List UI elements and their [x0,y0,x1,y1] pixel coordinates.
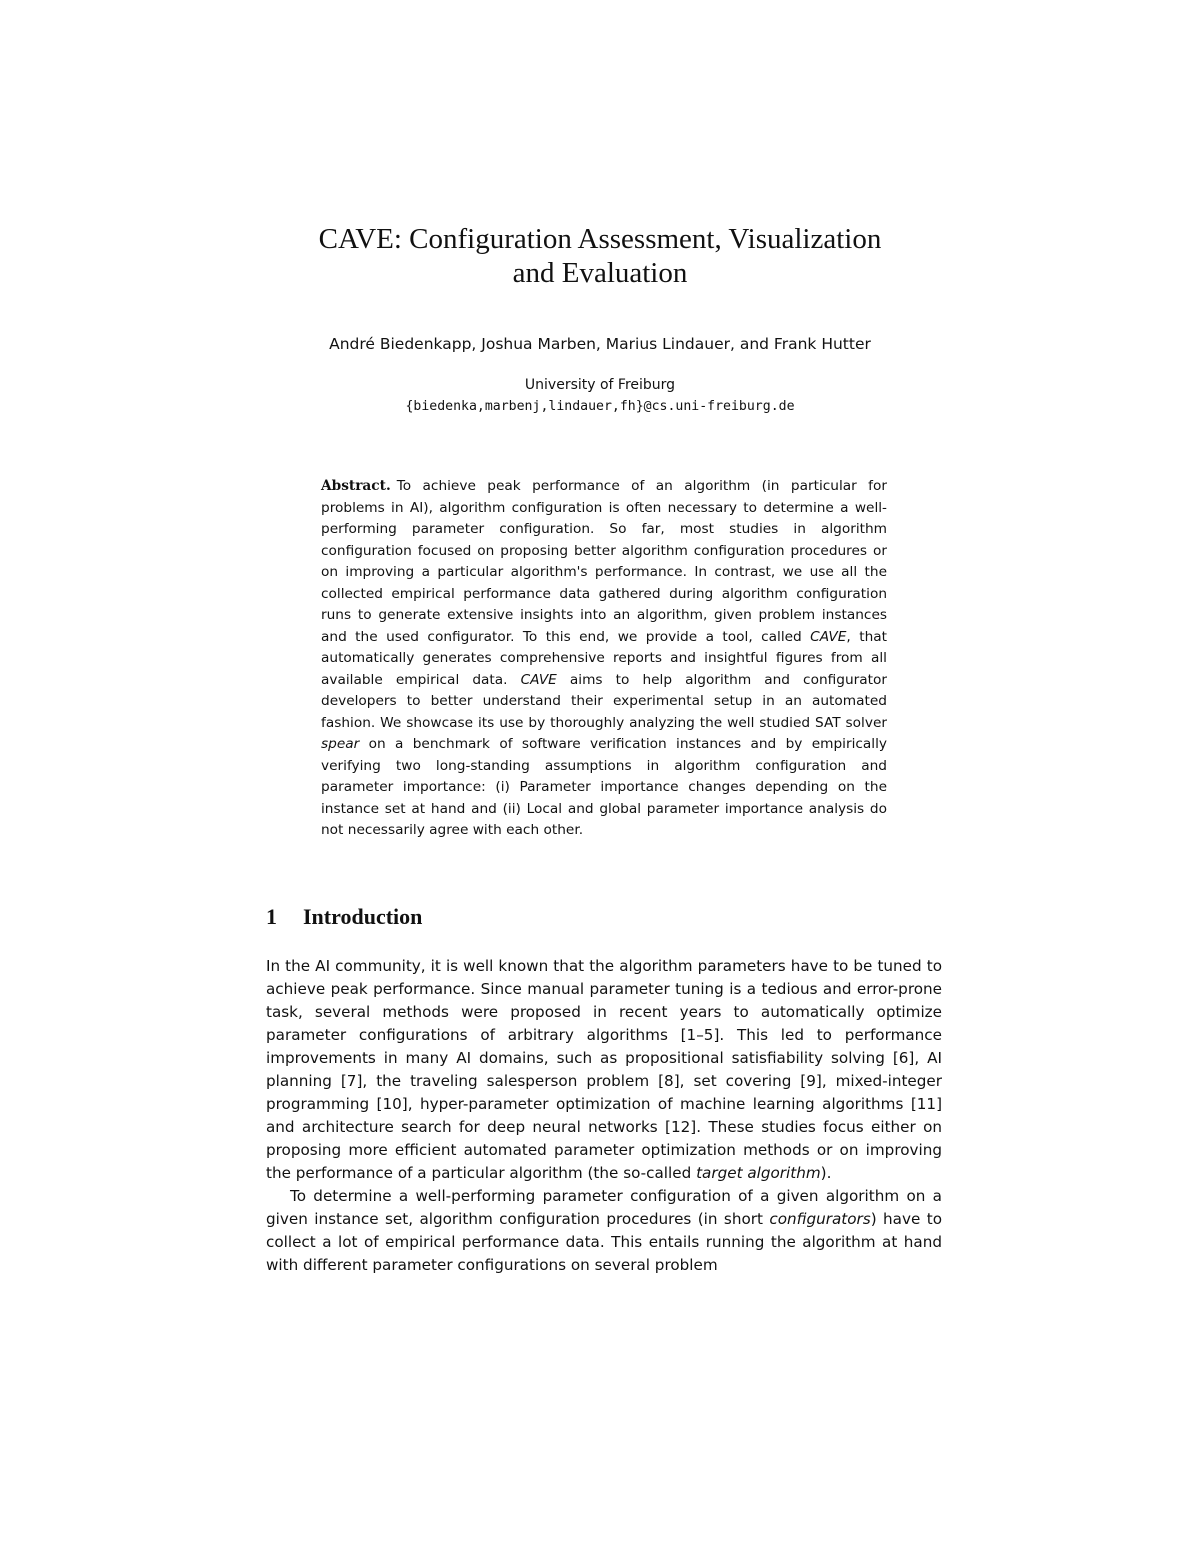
section-heading-introduction [266,903,422,931]
abstract-tool-name-1: CAVE [810,628,847,645]
abstract-tool-name-2: CAVE [520,671,557,688]
intro-paragraph-2 [266,1185,942,1277]
author-list: André Biedenkapp, Joshua Marben, Marius Lindauer, and Frank Hutter [329,335,871,353]
intro-paragraph-1-emphasis: target algorithm [696,1164,821,1182]
section-number: 1 [266,904,277,929]
paper-title-line-2: and Evaluation [512,257,688,289]
abstract [321,476,887,842]
abstract-text-part-3: aims to help algorithm and configurator developers to better understand their experimental setup in an automated fashion. We showcase its use by thoroughly analyzing the well studied SAT solver [321,671,888,731]
affiliation: University of Freiburg [524,377,676,393]
abstract-text-part-1: To achieve peak performance of an algorithm (in particular for problems in AI), algorithm configuration is often necessary to determine a well-performing parameter configuration. So far, most studies in algorithm configuration focused on proposing better algorithm configuration procedures or on improving a particular algorithm's performance. In contrast, we use all the collected empirical performance data gathered during algorithm configuration runs to generate extensive insights into an algorithm, given problem instances and the used configurator. To this end, we provide a tool, called [321,478,887,645]
author-emails: {biedenka,marbenj,lindauer,fh}@cs.uni-freiburg.de [405,399,795,414]
abstract-text-part-2: , that automatically generates comprehensive reports and insightful figures from all available empirical data. [321,628,888,688]
intro-paragraph-2-text: To determine a well-performing parameter configuration of a given algorithm on a given instance set, algorithm configuration procedures (in short [266,1187,942,1228]
paper-title [200,222,1000,290]
paper-title-line-1: CAVE: Configuration Assessment, Visualization [318,223,882,255]
intro-paragraph-2-emphasis: configurators [769,1210,871,1228]
intro-paragraph-1 [266,955,942,1185]
intro-paragraph-2-end: ) have to collect a lot of empirical performance data. This entails running the algorithm at hand with different parameter configurations on several problem [266,1210,942,1274]
intro-paragraph-1-end: ). [820,1164,832,1182]
introduction-body [266,955,942,1277]
section-title: Introduction [303,904,423,929]
abstract-text-part-4: on a benchmark of software verification instances and by empirically verifying two long-standing assumptions in algorithm configuration and parameter importance: (i) Parameter importance changes depending on the instance set at hand and (ii) Local and global parameter importance analysis do not necessarily agree with each other. [321,736,887,838]
abstract-label: Abstract. [321,478,391,494]
intro-paragraph-1-text: In the AI community, it is well known that the algorithm parameters have to be tuned to achieve peak performance. Since manual parameter tuning is a tedious and error-prone task, several methods were proposed in recent years to automatically optimize parameter configurations of arbitrary algorithms [1–5]. This led to performance improvements in many AI domains, such as propositional satisfiability solving [6], AI planning [7], the traveling salesperson problem [8], set covering [9], mixed-integer programming [10], hyper-parameter optimization of machine learning algorithms [11] and architecture search for deep neural networks [12]. These studies focus either on proposing more efficient automated parameter optimization methods or on improving the performance of a particular algorithm (the so-called [266,957,942,1182]
abstract-solver-name: spear [321,736,360,752]
